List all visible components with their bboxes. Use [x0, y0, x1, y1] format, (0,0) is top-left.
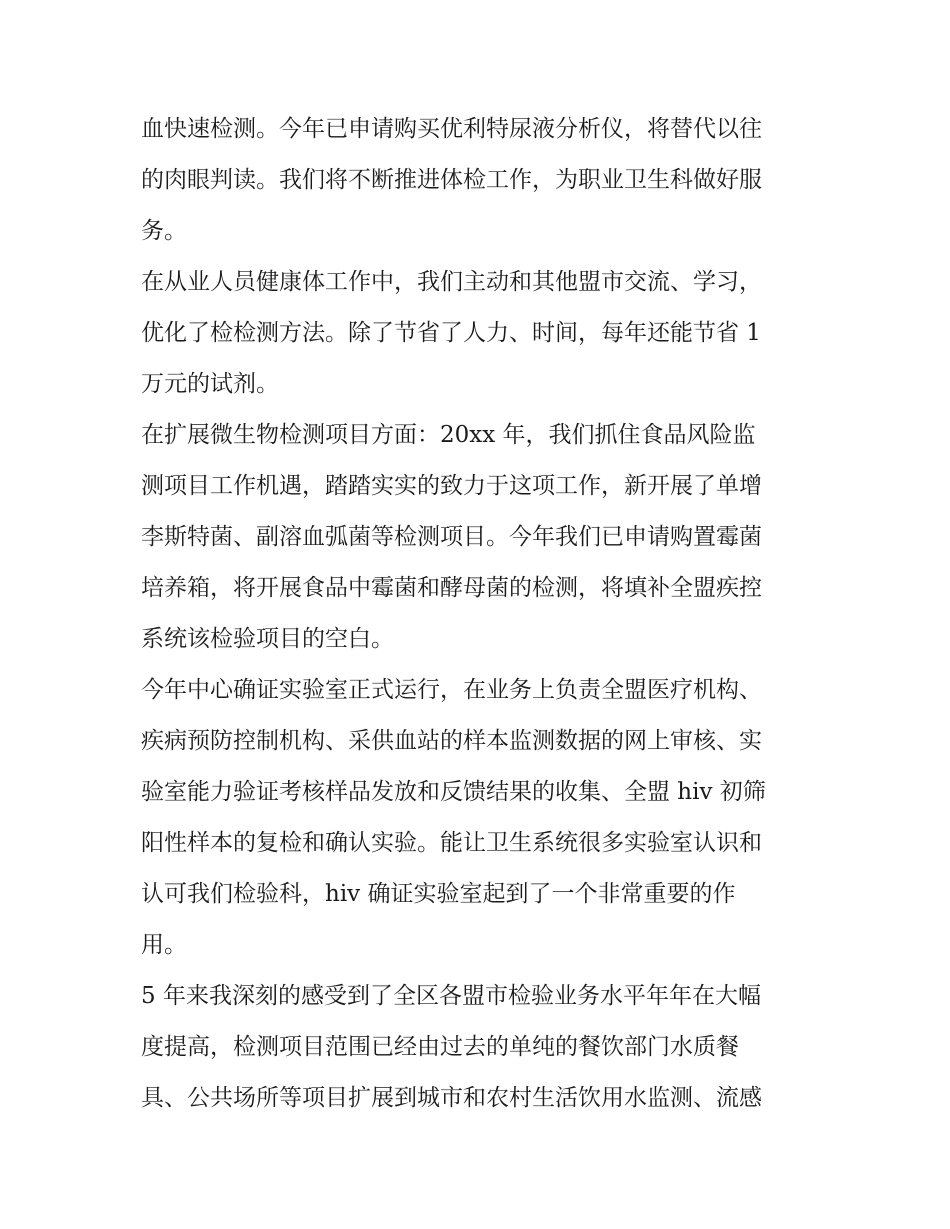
text-line: 验室能力验证考核样品发放和反馈结果的收集、全盟 hiv 初筛	[141, 779, 766, 805]
text-line: 5 年来我深刻的感受到了全区各盟市检验业务水平年年在大幅	[141, 983, 761, 1009]
text-line: 认可我们检验科，hiv 确证实验室起到了一个非常重要的作	[141, 881, 736, 907]
text-line: 测项目工作机遇，踏踏实实的致力于这项工作，新开展了单增	[141, 473, 762, 499]
text-line: 血快速检测。今年已申请购买优利特尿液分析仪，将替代以往	[141, 116, 762, 142]
text-line: 万元的试剂。	[141, 371, 279, 397]
text-line: 培养箱，将开展食品中霉菌和酵母菌的检测，将填补全盟疾控	[141, 575, 762, 601]
text-line: 用。	[141, 932, 187, 958]
document-body	[141, 104, 821, 1124]
text-line: 在从业人员健康体工作中，我们主动和其他盟市交流、学习，	[141, 269, 762, 295]
text-line: 今年中心确证实验室正式运行，在业务上负责全盟医疗机构、	[141, 677, 762, 703]
text-line: 的肉眼判读。我们将不断推进体检工作，为职业卫生科做好服	[141, 167, 762, 193]
text-line: 阳性样本的复检和确认实验。能让卫生系统很多实验室认识和	[141, 830, 762, 856]
text-line: 李斯特菌、副溶血弧菌等检测项目。今年我们已申请购置霉菌	[141, 524, 762, 550]
text-line: 疾病预防控制机构、采供血站的样本监测数据的网上审核、实	[141, 728, 762, 754]
text-line: 具、公共场所等项目扩展到城市和农村生活饮用水监测、流感	[141, 1085, 762, 1111]
text-line: 在扩展微生物检测项目方面：20xx 年，我们抓住食品风险监	[141, 422, 756, 448]
text-line: 系统该检验项目的空白。	[141, 626, 394, 652]
text-line: 度提高，检测项目范围已经由过去的单纯的餐饮部门水质餐	[141, 1034, 739, 1060]
text-line: 优化了检检测方法。除了节省了人力、时间，每年还能节省 1	[141, 320, 761, 346]
text-line: 务。	[141, 218, 187, 244]
